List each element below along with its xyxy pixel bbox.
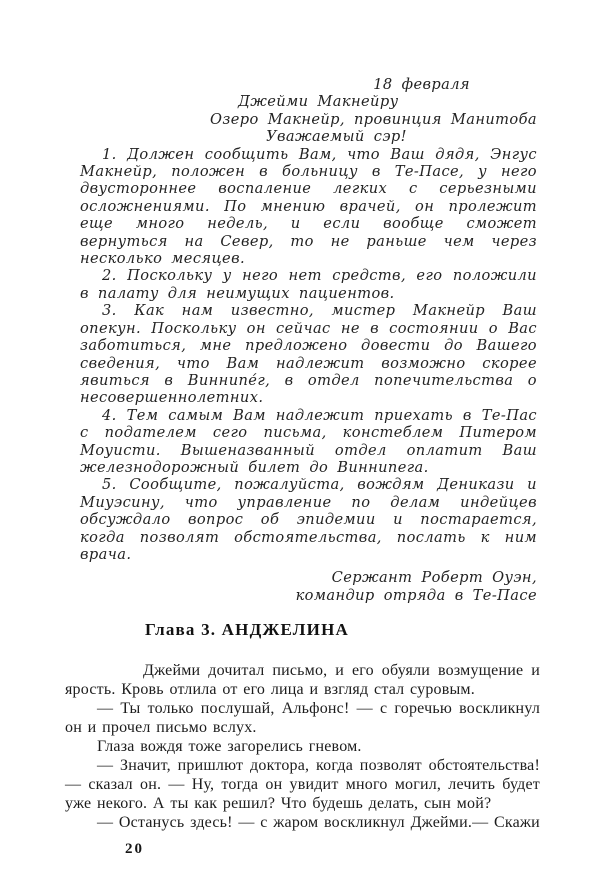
page-number: 20: [125, 841, 144, 858]
letter-paragraph-2: 2. Поскольку у него нет средств, его положили в палату для неимущих пациентов.: [80, 267, 537, 302]
letter-addressee-place: Озеро Макнейр, провинция Манитоба: [210, 110, 537, 128]
letter-block: [80, 76, 537, 604]
prose-paragraph-5: — Останусь здесь! — с жаром воскликнул Джейми.— Скажи: [97, 814, 540, 832]
letter-paragraph-5: 5. Сообщите, пожалуйста, вождям Деникази и Миуэсину, что управление по делам индейцев обсуждало вопрос об эпидемии и постарается, когда позволят обстоятельства, послать к ним врача.: [80, 476, 537, 563]
letter-date: 18 февраля: [373, 76, 470, 93]
prose-paragraph-1: Джейми дочитал письмо, и его обуяли возмущение и ярость. Кровь отлила от его лица и взгляд стал суровым.: [65, 662, 540, 699]
letter-salutation: Уважаемый сэр!: [266, 128, 407, 146]
letter-paragraph-4: 4. Тем самым Вам надлежит приехать в Те-Пас с подателем сего письма, констеблем Питером Моуисти. Вышеназванный отдел оплатит Ваш железнодорожный билет до Виннипега.: [80, 406, 537, 476]
letter-addressee-name: Джейми Макнейру: [238, 93, 399, 111]
letter-signature: [80, 569, 537, 604]
letter-signature-name: Сержант Роберт Оуэн,: [331, 569, 537, 587]
prose-paragraph-4: — Значит, пришлют доктора, когда позволят обстоятельства! — сказал он. — Ну, тогда он увидит много могил, лечить будет уже некого. А ты как решил? Что будешь делать, сын мой?: [65, 757, 540, 813]
letter-paragraph-3: 3. Как нам известно, мистер Макнейр Ваш опекун. Поскольку он сейчас не в состоянии о Вас заботиться, мне предложено довести до Вашего сведения, что Вам надлежит возможно скорее явиться в Виннипе́г, в отдел попечительства о несовершеннолетних.: [80, 302, 537, 407]
prose-paragraph-3: Глаза вождя тоже загорелись гневом.: [97, 738, 362, 756]
letter-paragraph-1: 1. Должен сообщить Вам, что Ваш дядя, Энгус Макнейр, положен в больницу в Те-Пасе, у него двустороннее воспаление легких с серьезными осложнениями. По мнению врачей, он пролежит еще много недель, и если вообще сможет вернуться на Север, то не раньше чем через несколько месяцев.: [80, 145, 537, 268]
prose-paragraph-2: — Ты только послушай, Альфонс! — с горечью воскликнул он и прочел письмо вслух.: [65, 700, 540, 737]
letter-signature-title: командир отряда в Те-Пасе: [295, 586, 537, 604]
prose-block: [65, 661, 540, 832]
chapter-heading: Глава 3. АНДЖЕЛИНА: [145, 620, 349, 640]
